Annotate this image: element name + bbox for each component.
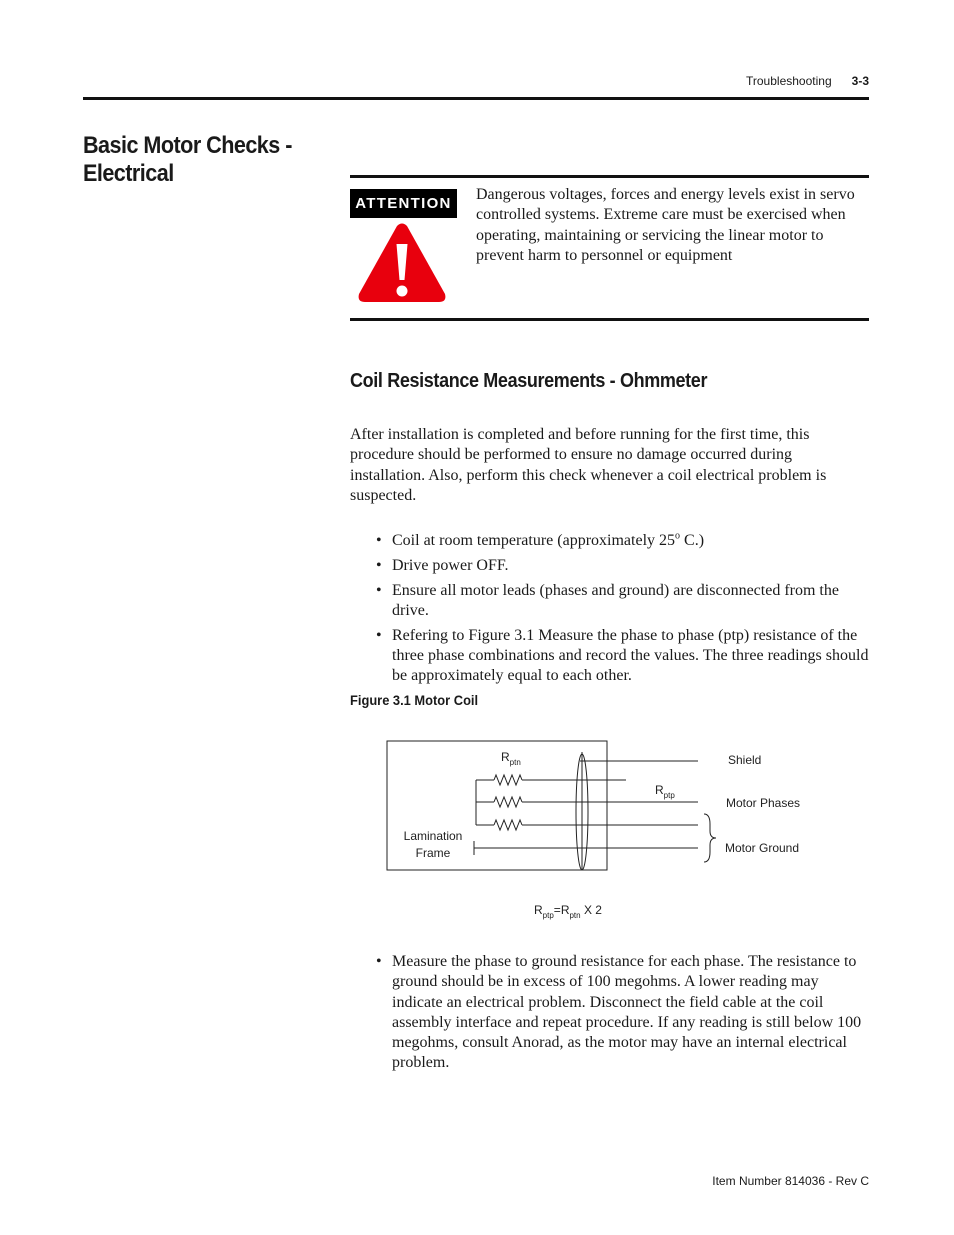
intro-paragraph: After installation is completed and before running for the first time, this procedure should be performed to ensure no damage occurred during installation. Also, perform this check whenever a coil electrical problem is suspected. [350, 426, 827, 504]
footer-item-number: Item Number 814036 - Rev C [712, 1174, 869, 1188]
motor-coil-diagram [380, 730, 820, 930]
resistor-2 [494, 797, 522, 807]
resistor-3 [494, 820, 522, 830]
list-item-text: Drive power OFF. [392, 556, 509, 574]
list-item-text: Ensure all motor leads (phases and ground) are disconnected from the drive. [392, 581, 839, 619]
r-ptp-label: $R_{ptp}$ [655, 783, 675, 800]
running-header-section: Troubleshooting [746, 74, 832, 88]
warning-triangle-icon [357, 222, 447, 304]
motor-ground-label: Motor Ground [725, 841, 800, 855]
attention-bottom-rule [350, 318, 869, 321]
list-item-text: Measure the phase to ground resistance for each phase. The resistance to ground should be in excess of 100 megohms. A lower reading may indicate an electrical problem. Disconnect the field cable at the coil assembly interface and repeat procedure. If any reading is still below 100 megohms, consult Anorad, as the motor may have an internal electrical problem. [392, 953, 862, 1072]
motor-phases-label: Motor Phases [726, 796, 801, 810]
subsection-title: Coil Resistance Measurements - Ohmmeter [350, 370, 708, 392]
shield-label: Shield [728, 753, 762, 767]
list-item: • Drive power OFF. [376, 556, 509, 574]
attention-top-rule [350, 175, 869, 178]
lamination-label: Lamination [403, 829, 463, 843]
checklist-continued [376, 952, 870, 1078]
list-item: • Refering to Figure 3.1 Measure the phase to phase (ptp) resistance of the three phase combinations and record the values. The three readings should be approximately equal to each other. [376, 626, 869, 685]
figure-caption: Figure 3.1 Motor Coil [350, 692, 479, 708]
degree-superscript: o [675, 530, 681, 542]
list-item: • Measure the phase to ground resistance for each phase. The resistance to ground should be in excess of 100 megohms. A lower reading may indicate an electrical problem. Disconnect the field cable at the coil assembly interface and repeat procedure. If any reading is still below 100 megohms, consult Anorad, as the motor may have an internal electrical problem. [376, 953, 862, 1072]
list-item: • Ensure all motor leads (phases and ground) are disconnected from the drive. [376, 581, 839, 619]
header-rule [83, 97, 869, 100]
resistor-1 [494, 775, 522, 785]
list-item-text: Refering to Figure 3.1 Measure the phase to phase (ptp) resistance of the three phase combinations and record the values. The three readings should be approximately equal to each other. [392, 626, 869, 685]
list-item: • Coil at room temperature (approximately 25$^o$ C.) [376, 530, 705, 549]
attention-badge: ATTENTION [350, 189, 457, 218]
resistance-equation: $R_{ptp}=R_{ptn}$ X 2 [534, 903, 602, 920]
section-title: Basic Motor Checks - Electrical [83, 132, 292, 187]
attention-text: Dangerous voltages, forces and energy levels exist in servo controlled systems. Extreme care must be exercised when operating, maintaining or servicing the linear motor to prevent harm to personnel or equipment [476, 186, 855, 264]
list-item-suffix: C.) [680, 532, 705, 549]
r-ptn-label: $R_{ptn}$ [501, 750, 521, 767]
page-number: 3-3 [851, 74, 869, 88]
ground-brace [704, 814, 716, 862]
frame-label: Frame [415, 846, 451, 860]
list-item-text: Coil at room temperature (approximately 25 [392, 532, 676, 549]
checklist [376, 531, 870, 691]
